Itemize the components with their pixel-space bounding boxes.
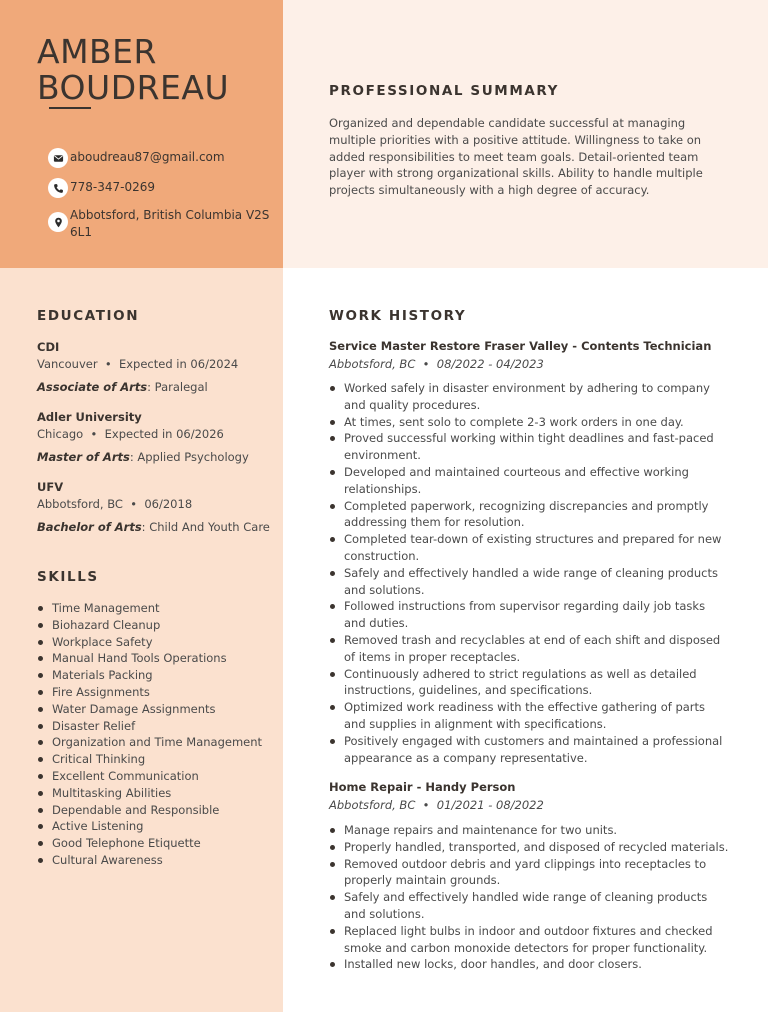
duty-item: Worked safely in disaster environment by adhering to company and quality procedures. xyxy=(329,380,729,414)
education-item xyxy=(37,409,277,466)
duty-item: Optimized work readiness with the effective gathering of parts and supplies in alignment with specifications. xyxy=(329,699,729,733)
job-meta: Abbotsford, BC • 08/2022 - 04/2023 xyxy=(329,357,544,371)
skill-item: Cultural Awareness xyxy=(37,852,277,869)
education-heading: EDUCATION xyxy=(37,308,140,324)
skill-item: Materials Packing xyxy=(37,667,277,684)
degree: Master of Arts: Applied Psychology xyxy=(37,450,249,464)
job-title: Home Repair - Handy Person xyxy=(329,780,516,794)
school-name: CDI xyxy=(37,340,60,354)
duty-item: Safely and effectively handled wide range of cleaning products and solutions. xyxy=(329,889,729,923)
duty-item: Removed outdoor debris and yard clippings into receptacles to properly maintain grounds. xyxy=(329,856,729,890)
contact-email[interactable] xyxy=(48,148,268,168)
summary-heading: PROFESSIONAL SUMMARY xyxy=(329,83,560,99)
degree: Bachelor of Arts: Child And Youth Care xyxy=(37,520,270,534)
duty-item: Manage repairs and maintenance for two units. xyxy=(329,822,729,839)
skill-item: Disaster Relief xyxy=(37,718,277,735)
job-duties xyxy=(329,380,729,766)
email-text: aboudreau87@gmail.com xyxy=(70,150,225,164)
work-history-heading: WORK HISTORY xyxy=(329,308,467,324)
map-pin-icon xyxy=(48,212,68,232)
skill-item: Water Damage Assignments xyxy=(37,701,277,718)
school-meta: Chicago • Expected in 06/2026 xyxy=(37,427,224,441)
last-name: BOUDREAU xyxy=(37,68,230,107)
job-meta: Abbotsford, BC • 01/2021 - 08/2022 xyxy=(329,798,544,812)
school-name: UFV xyxy=(37,480,64,494)
skill-item: Time Management xyxy=(37,600,277,617)
duty-item: Properly handled, transported, and disposed of recycled materials. xyxy=(329,839,729,856)
envelope-icon xyxy=(48,148,68,168)
job-duties xyxy=(329,822,729,973)
duty-item: Safely and effectively handled a wide range of cleaning products and solutions. xyxy=(329,565,729,599)
phone-text: 778-347-0269 xyxy=(70,180,156,194)
candidate-name xyxy=(37,34,277,106)
skills-list xyxy=(37,600,277,869)
duty-item: Proved successful working within tight deadlines and fast-paced environment. xyxy=(329,430,729,464)
skill-item: Organization and Time Management xyxy=(37,734,277,751)
duty-item: At times, sent solo to complete 2-3 work orders in one day. xyxy=(329,414,729,431)
duty-item: Replaced light bulbs in indoor and outdoor fixtures and checked smoke and carbon monoxide detectors for proper functionality. xyxy=(329,923,729,957)
school-name: Adler University xyxy=(37,410,142,424)
school-meta: Vancouver • Expected in 06/2024 xyxy=(37,357,239,371)
job-title: Service Master Restore Fraser Valley - Contents Technician xyxy=(329,339,712,353)
summary-text: Organized and dependable candidate successful at managing multiple priorities with a positive attitude. Willingness to take on added responsibilities to meet team goals. Detail-oriented team player with strong organizational skills. Ability to handle multiple projects simultaneously with a high degree of accuracy. xyxy=(329,116,703,198)
degree: Associate of Arts: Paralegal xyxy=(37,380,208,394)
address-text: Abbotsford, British Columbia V2S 6L1 xyxy=(70,208,270,239)
name-underline xyxy=(49,107,91,109)
skill-item: Multitasking Abilities xyxy=(37,785,277,802)
duty-item: Positively engaged with customers and maintained a professional appearance as a company representative. xyxy=(329,733,729,767)
skill-item: Critical Thinking xyxy=(37,751,277,768)
contact-phone[interactable] xyxy=(48,178,268,198)
duty-item: Developed and maintained courteous and effective working relationships. xyxy=(329,464,729,498)
skill-item: Dependable and Responsible xyxy=(37,802,277,819)
skill-item: Biohazard Cleanup xyxy=(37,617,277,634)
duty-item: Continuously adhered to strict regulations as well as detailed instructions, guidelines, and specifications. xyxy=(329,666,729,700)
skill-item: Good Telephone Etiquette xyxy=(37,835,277,852)
education-item xyxy=(37,479,277,536)
duty-item: Followed instructions from supervisor regarding daily job tasks and duties. xyxy=(329,598,729,632)
skill-item: Excellent Communication xyxy=(37,768,277,785)
contact-address xyxy=(48,206,270,241)
duty-item: Removed trash and recyclables at end of each shift and disposed of items in proper receptacles. xyxy=(329,632,729,666)
skill-item: Workplace Safety xyxy=(37,634,277,651)
first-name: AMBER xyxy=(37,32,157,71)
skill-item: Active Listening xyxy=(37,818,277,835)
duty-item: Completed tear-down of existing structures and prepared for new construction. xyxy=(329,531,729,565)
skill-item: Fire Assignments xyxy=(37,684,277,701)
skills-heading: SKILLS xyxy=(37,569,99,585)
duty-item: Completed paperwork, recognizing discrepancies and promptly addressing them for resolution. xyxy=(329,498,729,532)
school-meta: Abbotsford, BC • 06/2018 xyxy=(37,497,193,511)
phone-icon xyxy=(48,178,68,198)
skill-item: Manual Hand Tools Operations xyxy=(37,650,277,667)
duty-item: Installed new locks, door handles, and door closers. xyxy=(329,956,729,973)
education-item xyxy=(37,339,277,396)
